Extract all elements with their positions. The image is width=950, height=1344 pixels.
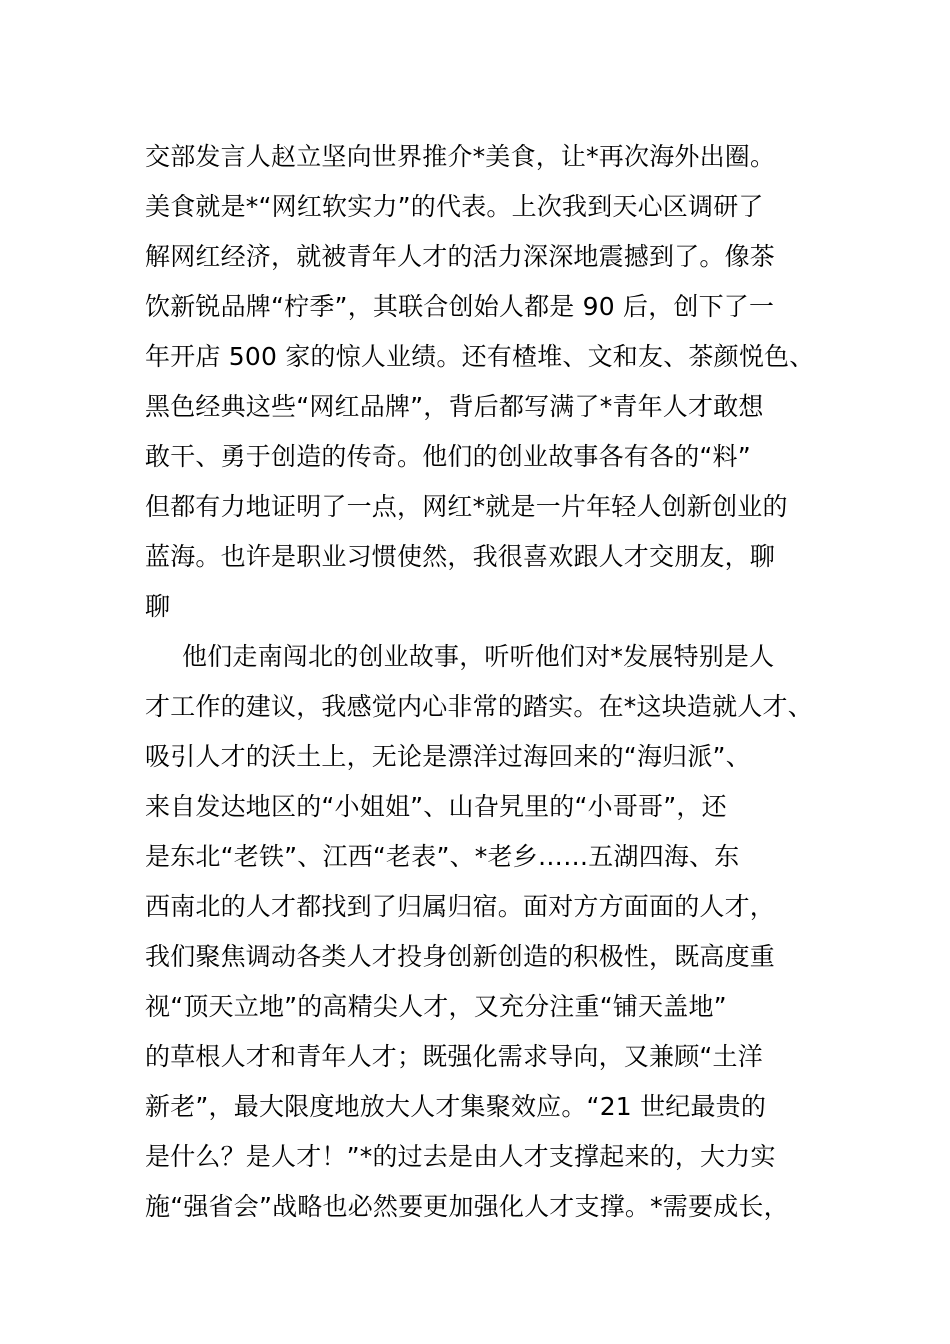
paragraph-1 xyxy=(145,132,825,632)
text-line: 吸引人才的沃土上，无论是漂洋过海回来的“海归派”、 xyxy=(145,742,751,771)
text-line: 饮新锐品牌“柠季”，其联合创始人都是 90 后，创下了一 xyxy=(145,292,775,321)
text-line: 黑色经典这些“网红品牌”，背后都写满了*青年人才敢想 xyxy=(145,392,764,421)
text-line: 我们聚焦调动各类人才投身创新创造的积极性，既高度重 xyxy=(145,942,776,971)
text-line-indented: 他们走南闯北的创业故事，听听他们对*发展特别是人 xyxy=(182,642,775,671)
text-line: 但都有力地证明了一点，网红*就是一片年轻人创新创业的 xyxy=(145,492,788,521)
text-line: 是东北“老铁”、江西“老表”、*老乡……五湖四海、东 xyxy=(145,842,740,871)
text-line: 的草根人才和青年人才；既强化需求导向，又兼顾“土洋 xyxy=(145,1042,763,1071)
body-text xyxy=(145,132,825,1232)
text-line: 西南北的人才都找到了归属归宿。面对方方面面的人才， xyxy=(145,892,776,921)
text-line: 施“强省会”战略也必然要更加强化人才支撑。*需要成长， xyxy=(145,1192,789,1221)
text-line: 视“顶天立地”的高精尖人才，又充分注重“铺天盖地” xyxy=(145,992,727,1021)
text-line: 聊 xyxy=(145,592,171,621)
text-line: 来自发达地区的“小姐姐”、山旮旯里的“小哥哥”，还 xyxy=(145,792,727,821)
text-line: 敢干、勇于创造的传奇。他们的创业故事各有各的“料” xyxy=(145,442,751,471)
paragraph-2 xyxy=(145,632,825,1232)
text-line: 新老”，最大限度地放大人才集聚效应。“21 世纪最贵的 xyxy=(145,1092,767,1121)
text-line: 才工作的建议，我感觉内心非常的踏实。在*这块造就人才、 xyxy=(145,692,813,721)
text-line: 蓝海。也许是职业习惯使然，我很喜欢跟人才交朋友，聊 xyxy=(145,542,776,571)
text-line: 是什么？是人才！”*的过去是由人才支撑起来的，大力实 xyxy=(145,1142,776,1171)
text-line: 美食就是*“网红软实力”的代表。上次我到天心区调研了 xyxy=(145,192,764,221)
text-line: 交部发言人赵立坚向世界推介*美食，让*再次海外出圈。 xyxy=(145,142,776,171)
text-line: 解网红经济，就被青年人才的活力深深地震撼到了。像茶 xyxy=(145,242,776,271)
text-line: 年开店 500 家的惊人业绩。还有楂堆、文和友、茶颜悦色、 xyxy=(145,342,815,371)
